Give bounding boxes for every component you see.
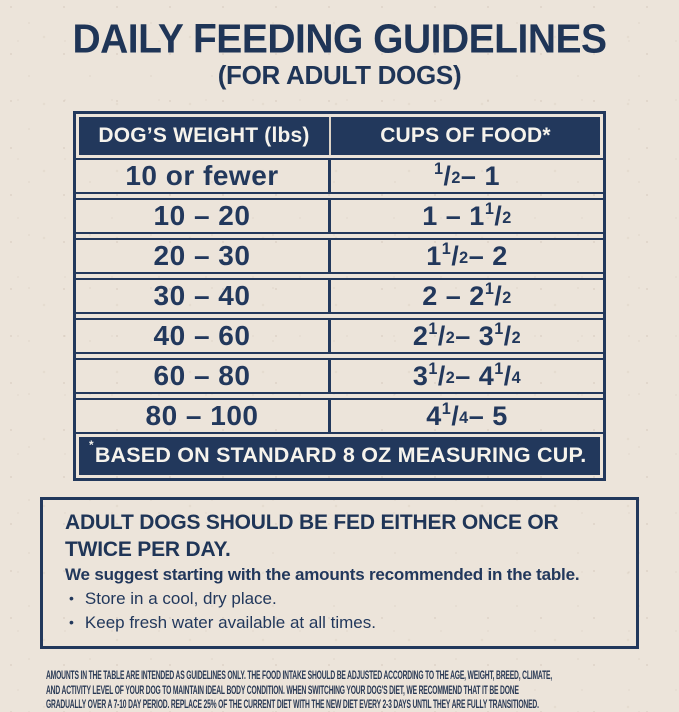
bullet-dot-icon: • (69, 614, 74, 630)
fine-print-disclaimer (0, 668, 679, 712)
header-cups-of-food: CUPS OF FOOD* (380, 124, 551, 147)
weight-cell: 20 – 30 (76, 240, 331, 272)
table-row (76, 358, 603, 394)
advice-heading: ADULT DOGS SHOULD BE FED EITHER ONCE OR TWICE PER DAY. (65, 511, 559, 561)
disclaimer-line: AND ACTIVITY LEVEL OF YOUR DOG TO MAINTAIN IDEAL BODY CONDITION. WHEN SWITCHING YOUR DOG'S DIET, WE RECOMMEND THAT IT BE DONE (46, 682, 519, 697)
weight-cell: 40 – 60 (76, 320, 331, 352)
bullet-text: Keep fresh water available at all times. (84, 613, 376, 632)
cups-cell: $^1$ / $_2$ – 1 (434, 160, 500, 191)
cups-cell: 1 $^1$ / $_2$ – 2 (426, 240, 508, 271)
page-subtitle: (FOR ADULT DOGS) (217, 60, 462, 90)
weight-cell: 30 – 40 (76, 280, 331, 312)
feeding-table (73, 111, 606, 481)
table-header-row (79, 117, 600, 155)
table-row (76, 398, 603, 434)
footnote-body: BASED ON STANDARD 8 OZ MEASURING CUP. (94, 443, 587, 468)
weight-cell: 80 – 100 (76, 400, 331, 432)
cups-cell: 3 $^1$ / $_2$ – 4 $^1$ / $_4$ (412, 360, 522, 391)
header-dogs-weight: DOG’S WEIGHT (lbs) (79, 117, 331, 155)
disclaimer-line: GRADUALLY OVER A 7-10 DAY PERIOD. REPLACE 25% OF THE CURRENT DIET WITH THE NEW DIET EVERY 2-3 DAYS UNTIL THEY ARE FULLY TRANSITIONED. (46, 697, 539, 711)
bullet-text: Store in a cool, dry place. (84, 589, 277, 608)
table-body (76, 158, 603, 434)
table-row (76, 278, 603, 314)
weight-cell: 60 – 80 (76, 360, 331, 392)
footnote-text (89, 438, 587, 468)
cups-cell: 2 $^1$ / $_2$ – 3 $^1$ / $_2$ (412, 320, 522, 351)
footnote-asterisk: * (89, 438, 94, 453)
table-row (76, 238, 603, 274)
advice-subheading: We suggest starting with the amounts recommended in the table. (65, 565, 580, 584)
weight-cell: 10 – 20 (76, 200, 331, 232)
table-row (76, 318, 603, 354)
advice-bullet-water (65, 611, 616, 635)
disclaimer-line: AMOUNTS IN THE TABLE ARE INTENDED AS GUIDELINES ONLY. THE FOOD INTAKE SHOULD BE ADJUSTED ACCORDING TO THE AGE, WEIGHT, BREED, CLIMATE, (46, 668, 553, 682)
feeding-advice-box (40, 497, 639, 649)
cups-cell: 2 – 2 $^1$ / $_2$ (422, 280, 512, 311)
cups-cell: 1 – 1 $^1$ / $_2$ (422, 200, 512, 231)
table-footnote-band (79, 437, 600, 475)
cups-cell: 4 $^1$ / $_4$ – 5 (426, 400, 508, 431)
bullet-dot-icon: • (69, 590, 74, 606)
table-row (76, 198, 603, 234)
page-title: DAILY FEEDING GUIDELINES (72, 17, 607, 62)
advice-bullet-storage (65, 587, 616, 611)
weight-cell: 10 or fewer (76, 160, 331, 192)
table-row (76, 158, 603, 194)
